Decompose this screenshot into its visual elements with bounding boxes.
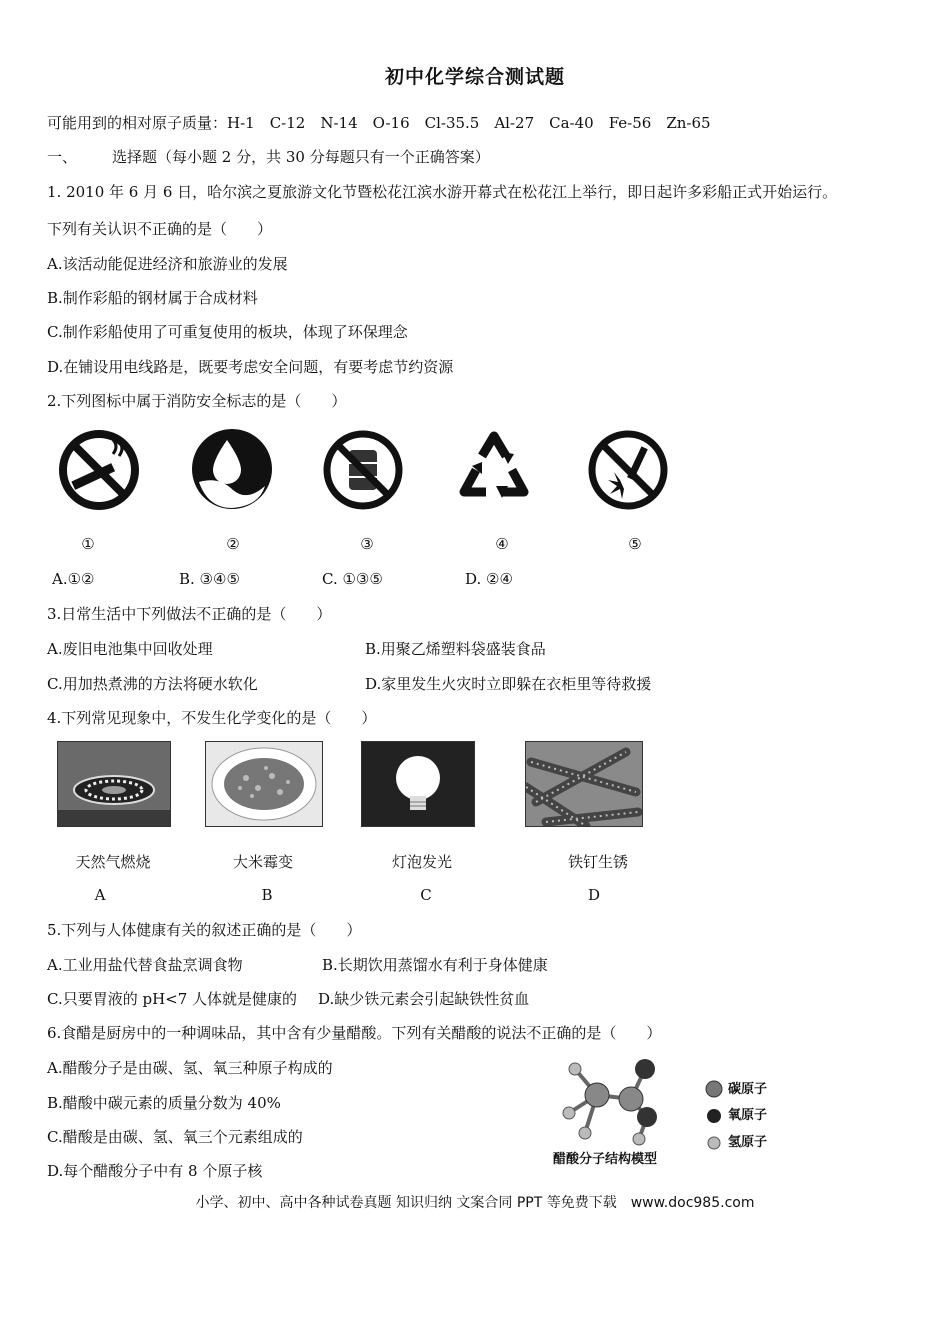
q5-option-c: C.只要胃液的 pH<7 人体就是健康的 [47, 990, 298, 1008]
q5-option-a: A.工业用盐代替食盐烹调食物 [47, 956, 243, 974]
q1-option-a: A.该活动能促进经济和旅游业的发展 [47, 255, 288, 273]
q4-caption-b: 大米霉变 [232, 853, 293, 871]
q4-caption-c: 灯泡发光 [391, 853, 452, 871]
q2-option-c: C. ①③⑤ [322, 570, 383, 588]
q5-option-b: B.长期饮用蒸馏水有利于身体健康 [322, 956, 548, 974]
q4-stem: 4.下列常见现象中，不发生化学变化的是（ ） [47, 709, 377, 727]
q1-stem-line2: 下列有关认识不正确的是（ ） [47, 220, 273, 238]
q1-option-b: B.制作彩船的钢材属于合成材料 [47, 289, 258, 307]
legend-oxygen: 氧原子 [728, 1108, 768, 1123]
rusty-nails-photo [525, 741, 643, 827]
acetic-acid-model [555, 1055, 685, 1155]
q4-letter-a: A [94, 886, 106, 904]
q4-caption-d: 铁钉生锈 [567, 853, 628, 871]
q6-option-a: A.醋酸分子是由碳、氢、氧三种原子构成的 [47, 1059, 333, 1077]
atomic-masses: 可能用到的相对原子质量：H-1 C-12 N-14 O-16 Cl-35.5 Al-27 Ca-40 Fe-56 Zn-65 [47, 114, 711, 132]
q2-option-b: B. ③④⑤ [179, 570, 240, 588]
gas-burner-photo [57, 741, 171, 827]
legend-hydrogen: 氢原子 [728, 1135, 768, 1150]
sign-label-1: ① [81, 535, 95, 553]
sign-label-2: ② [226, 535, 240, 553]
oxygen-atom-icon [706, 1108, 722, 1124]
no-smoking-sign [57, 428, 141, 512]
q4-letter-d: D [587, 886, 601, 904]
q6-stem: 6.食醋是厨房中的一种调味品，其中含有少量醋酸。下列有关醋酸的说法不正确的是（ ） [47, 1024, 662, 1042]
q3-option-b: B.用聚乙烯塑料袋盛装食品 [365, 640, 546, 658]
no-fireworks-sign [586, 428, 670, 512]
page-title: 初中化学综合测试题 [384, 66, 565, 88]
q1-option-c: C.制作彩船使用了可重复使用的板块，体现了环保理念 [47, 323, 408, 341]
q6-option-b: B.醋酸中碳元素的质量分数为 40% [47, 1094, 281, 1112]
recycle-sign [452, 426, 536, 510]
carbon-atom-icon [705, 1080, 723, 1098]
sign-label-4: ④ [495, 535, 509, 553]
q6-option-d: D.每个醋酸分子中有 8 个原子核 [47, 1162, 263, 1180]
q1-option-d: D.在铺设用电线路是，既要考虑安全问题，有要考虑节约资源 [47, 358, 454, 376]
q2-stem: 2.下列图标中属于消防安全标志的是（ ） [47, 392, 347, 410]
hydrogen-atom-icon [707, 1136, 721, 1150]
light-bulb-photo [361, 741, 475, 827]
q3-option-c: C.用加热煮沸的方法将硬水软化 [47, 675, 258, 693]
q2-option-a: A.①② [52, 570, 95, 588]
q6-option-c: C.醋酸是由碳、氢、氧三个元素组成的 [47, 1128, 303, 1146]
q3-option-a: A.废旧电池集中回收处理 [47, 640, 213, 658]
sign-label-3: ③ [360, 535, 374, 553]
q1-stem-line1: 1. 2010 年 6 月 6 日，哈尔滨之夏旅游文化节暨松花江滨水游开幕式在松花江上举行，即日起许多彩船正式开始运行。 [47, 183, 838, 201]
section-number: 一、 [47, 148, 78, 166]
moldy-rice-photo [205, 741, 323, 827]
q4-letter-c: C [420, 886, 432, 904]
footer-text: 小学、初中、高中各种试卷真题 知识归纳 文案合同 PPT 等免费下载 www.doc985.com [195, 1195, 755, 1211]
water-drop-sign [189, 426, 275, 512]
model-caption: 醋酸分子结构模型 [553, 1152, 658, 1167]
q4-caption-a: 天然气燃烧 [75, 853, 151, 871]
q5-option-d: D.缺少铁元素会引起缺铁性贫血 [318, 990, 530, 1008]
q3-stem: 3.日常生活中下列做法不正确的是（ ） [47, 605, 332, 623]
no-oil-barrel-sign [321, 428, 405, 512]
q4-letter-b: B [261, 886, 273, 904]
q2-option-d: D. ②④ [465, 570, 513, 588]
legend-carbon: 碳原子 [728, 1082, 768, 1097]
q5-stem: 5.下列与人体健康有关的叙述正确的是（ ） [47, 921, 362, 939]
sign-label-5: ⑤ [628, 535, 642, 553]
section-title: 选择题（每小题 2 分，共 30 分每题只有一个正确答案） [112, 148, 490, 166]
q3-option-d: D.家里发生火灾时立即躲在衣柜里等待救援 [365, 675, 652, 693]
